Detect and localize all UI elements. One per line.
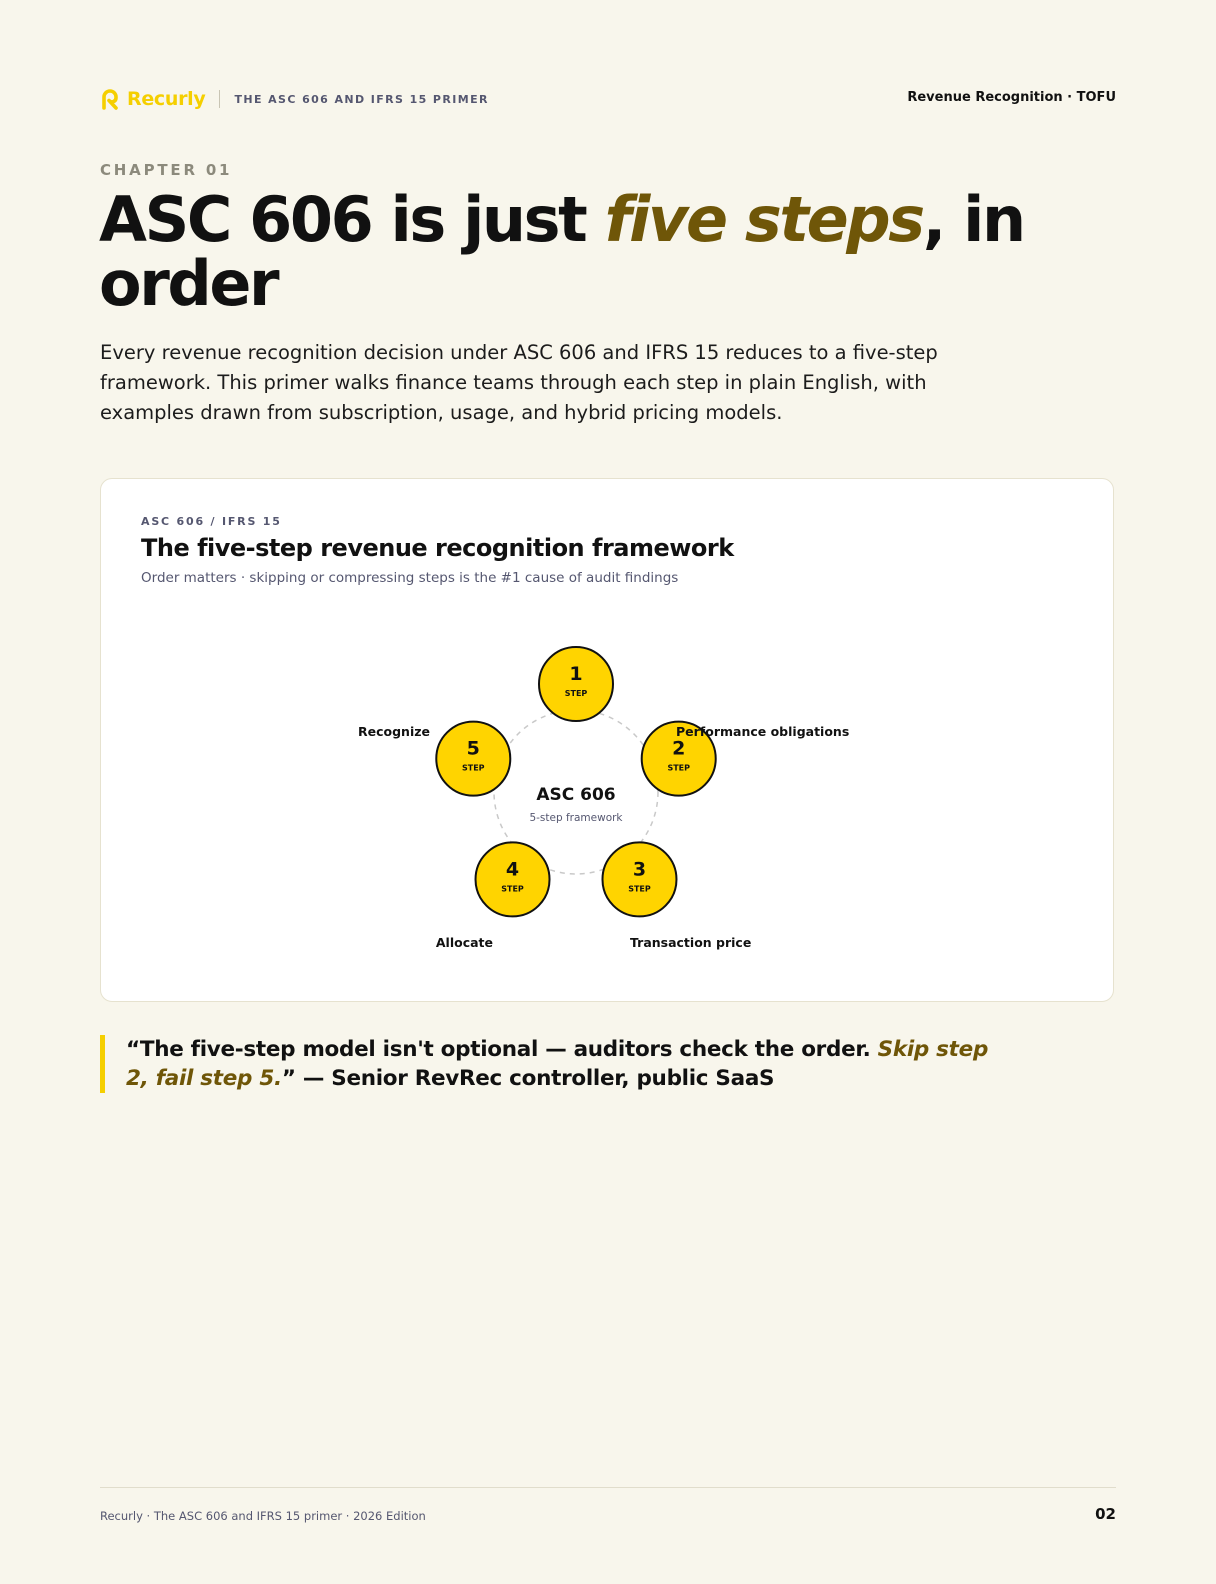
step-number: 1 <box>569 663 583 685</box>
step-caption: STEP <box>462 763 485 773</box>
title-highlight: five steps <box>604 183 923 256</box>
step-label-4: Allocate <box>435 935 493 950</box>
chapter-kicker: CHAPTER 01 <box>100 161 233 179</box>
card-subtitle: Order matters · skipping or compressing steps is the #1 cause of audit findings <box>141 570 679 586</box>
step-node-3 <box>602 842 751 950</box>
quote-highlight: Skip step 2, fail step 5. <box>126 1037 989 1091</box>
footer-divider <box>100 1487 1116 1488</box>
step-number: 4 <box>505 858 520 881</box>
step-label-2: Performance obligations <box>676 724 850 739</box>
step-node-5 <box>358 722 510 796</box>
brand-name: Recurly <box>127 88 206 110</box>
step-caption: STEP <box>667 763 690 773</box>
card-title: The five-step revenue recognition framework <box>141 534 734 562</box>
step-caption: STEP <box>501 884 524 894</box>
chapter-title <box>99 183 1059 320</box>
step-node-1 <box>539 647 613 721</box>
brand <box>100 86 489 112</box>
step-label-5: Recognize <box>358 724 430 739</box>
card-eyebrow: ASC 606 / IFRS 15 <box>141 515 282 528</box>
footer-text: Recurly · The ASC 606 and IFRS 15 primer · 2026 Edition <box>100 1509 426 1523</box>
framework-card <box>100 478 1114 1002</box>
step-node-2 <box>642 722 850 796</box>
pull-quote <box>100 1035 1000 1093</box>
step-label-3: Transaction price <box>630 935 752 950</box>
step-node-4 <box>436 842 550 950</box>
lead-paragraph: Every revenue recognition decision under ASC 606 and IFRS 15 reduces to a five-step framework. This primer walks finance teams through each step in plain English, with examples drawn from subscription, usage, and hybrid pricing models. <box>100 341 938 424</box>
step-caption: STEP <box>564 689 588 698</box>
document-title: THE ASC 606 AND IFRS 15 PRIMER <box>234 92 489 106</box>
section-label: Revenue Recognition · TOFU <box>907 90 1116 105</box>
step-number: 5 <box>466 737 480 760</box>
title-text-end: , in order <box>99 183 1024 320</box>
five-step-diagram <box>101 479 1115 1001</box>
step-number: 3 <box>632 858 647 881</box>
step-number: 2 <box>672 737 686 760</box>
page-header <box>100 86 1116 112</box>
quote-text: “The five-step model isn't optional — auditors check the order. <box>126 1037 878 1062</box>
center-title: ASC 606 <box>536 785 616 805</box>
center-subtitle: 5-step framework <box>529 812 623 824</box>
title-text-start: ASC 606 is just <box>99 183 605 256</box>
brand-divider <box>219 90 220 108</box>
step-caption: STEP <box>628 884 651 894</box>
quote-attribution: ” — Senior RevRec controller, public SaaS <box>281 1066 775 1091</box>
recurly-logo-icon <box>100 87 122 111</box>
page-number: 02 <box>1095 1505 1116 1523</box>
